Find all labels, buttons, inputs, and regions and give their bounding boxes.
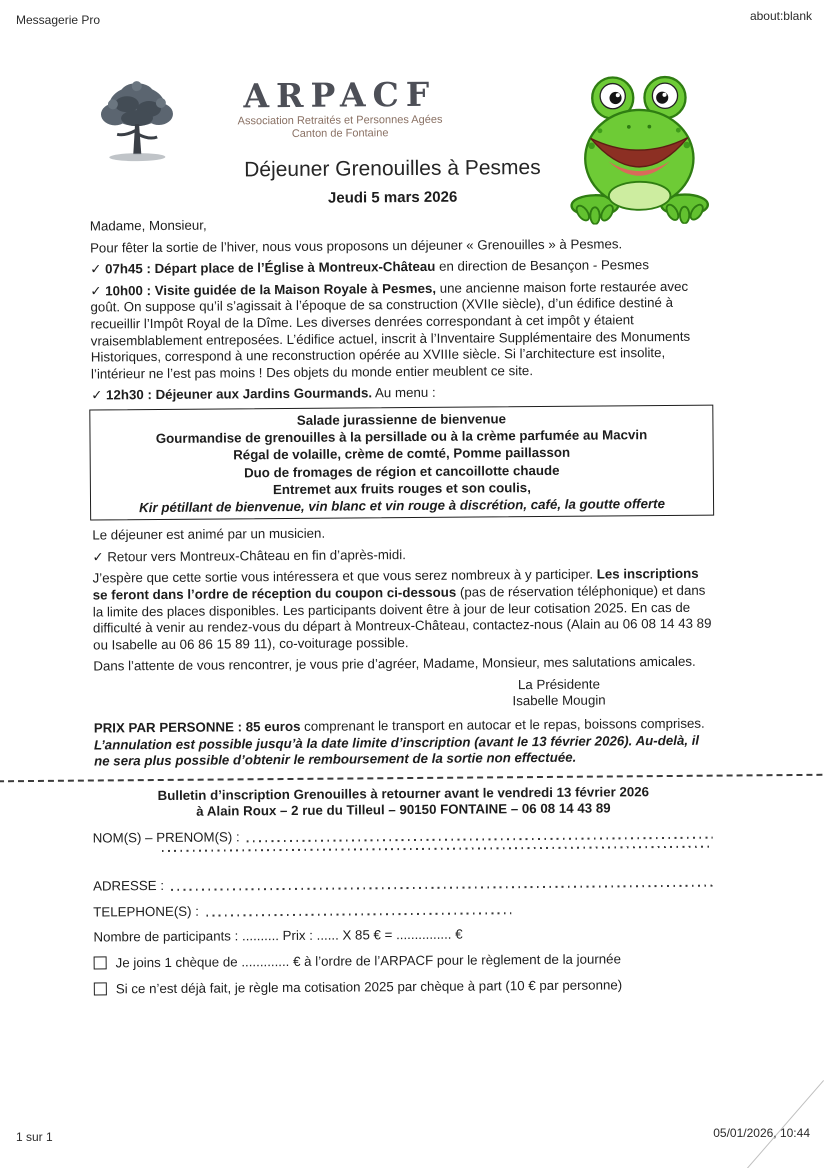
signature-name: Isabelle Mougin — [512, 692, 606, 709]
dejeuner-rest: Au menu : — [371, 385, 436, 401]
print-footer-page-number: 1 sur 1 — [16, 1130, 53, 1144]
schedule-item-retour: ✓ Retour vers Montreux-Château en fin d’après-midi. — [92, 546, 406, 565]
price-rest: comprenant le transport en autocar et le repas, boissons comprises. — [300, 715, 705, 734]
coupon-title: Bulletin d’inscription Grenouilles à retourner avant le vendredi 13 février 2026 — [157, 783, 650, 803]
signature-block — [461, 676, 656, 710]
print-header-url: about:blank — [749, 9, 812, 23]
dejeuner-bold: ✓ 12h30 : Déjeuner aux Jardins Gourmands. — [91, 385, 373, 403]
print-footer-timestamp: 05/01/2026, 10:44 — [713, 1126, 810, 1140]
cotisation-checkbox — [94, 982, 107, 995]
frog-illustration-icon — [569, 72, 710, 230]
scan-crease-artifact — [738, 1080, 824, 1168]
inscription-bold: Les inscriptions se feront dans l’ordre de réception du coupon ci-dessous — [92, 566, 699, 603]
org-block — [175, 75, 505, 142]
cotisation-option-row — [94, 974, 716, 998]
event-date: Jeudi 5 mars 2026 — [327, 188, 458, 207]
menu-box — [89, 405, 714, 521]
address-dotted-line — [171, 884, 713, 890]
org-name: ARPACF — [243, 74, 437, 116]
letter-body — [0, 209, 826, 771]
org-subtitle-line2: Canton de Fontaine — [291, 127, 389, 140]
cheque-checkbox — [94, 956, 107, 969]
org-subtitle-line1: Association Retraités et Personnes Agées — [237, 113, 443, 128]
participants-line: Nombre de participants : .......... Prix : ...... X 85 € = ............... € — [93, 926, 463, 945]
menu-line-2: Gourmandise de grenouilles à la persillade ou à la crème parfumée au Macvin — [155, 427, 648, 447]
menu-line-1: Salade jurassienne de bienvenue — [296, 411, 507, 428]
phone-dotted-line — [206, 912, 511, 916]
name-label: NOM(S) – PRENOM(S) : — [92, 829, 240, 846]
print-header-app-title: Messagerie Pro — [16, 13, 101, 27]
intro-paragraph: Pour fêter la sortie de l’hiver, nous vous proposons un déjeuner « Grenouilles » à Pesmes. — [89, 235, 623, 256]
musician-line: Le déjeuner est animé par un musicien. — [92, 525, 326, 543]
price-paragraph — [94, 716, 714, 771]
registration-coupon — [2, 782, 826, 998]
closing-paragraph: Dans l’attente de vous rencontrer, je vous prie d’agréer, Madame, Monsieur, mes salutations amicales. — [93, 654, 696, 674]
phone-field-row — [93, 897, 715, 921]
address-label: ADRESSE : — [92, 877, 165, 894]
cut-line — [0, 773, 826, 783]
depart-time-bold: ✓ 07h45 : Départ place de l’Église à Montreux-Château — [90, 259, 436, 277]
coupon-return-address: à Alain Roux – 2 rue du Tilleul – 90150 FONTAINE – 06 08 14 43 89 — [196, 800, 611, 819]
visite-rest: une ancienne maison forte restaurée avec goût. On suppose qu’il s’agissait à l’époque de sa construction (XVIIe siècle), d’un édifice destiné à recueillir l’Impôt Royal de la Dîme. Les diverses denrées correspondant à cet impôt y étaient vraisemblablement entreposées. L’édifice actuel, inscrit à l’Inventaire Supplémentaire des Monuments Historiques, correspond à une reconstruction opérée au XVIIIe siècle. Si l’architecture est insolite, l’intérieur ne l’est pas moins ! Des objets du monde entier meublent ce site. — [90, 278, 691, 382]
salutation: Madame, Monsieur, — [89, 217, 207, 234]
menu-drinks-line: Kir pétillant de bienvenue, vin blanc et vin rouge à discrétion, café, la goutte offerte — [139, 495, 666, 516]
letterhead — [0, 0, 824, 215]
inscription-paragraph — [93, 566, 714, 654]
cheque-option-label: Je joins 1 chèque de ............. € à l’ordre de l’ARPACF pour le règlement de la journée — [115, 951, 621, 971]
schedule-item-depart — [90, 257, 710, 278]
price-bold: PRIX PAR PERSONNE : 85 euros — [93, 718, 301, 736]
tree-logo-icon — [97, 78, 178, 170]
cotisation-option-label: Si ce n’est déjà fait, je règle ma cotisation 2025 par chèque à part (10 € par personne) — [115, 977, 623, 997]
inscription-a: J’espère que cette sortie vous intéressera et que vous serez nombreux à y participer. — [92, 566, 597, 586]
address-field-row — [93, 871, 715, 895]
menu-line-3: Régal de volaille, crème de comté, Pomme paillasson — [233, 445, 571, 463]
menu-line-4: Duo de fromages de région et cancoillotte chaude — [243, 462, 560, 480]
name-field-row — [93, 823, 715, 847]
visite-bold: ✓ 10h00 : Visite guidée de la Maison Royale à Pesmes, — [90, 280, 437, 299]
schedule-item-dejeuner — [91, 383, 711, 404]
document-title: Déjeuner Grenouilles à Pesmes — [244, 155, 541, 182]
schedule-item-visite — [90, 278, 711, 382]
inscription-c: (pas de réservation téléphonique) et dans la limite des places disponibles. Les participants doivent être à jour de leur cotisation 2025. En cas de difficulté à venir au rendez-vous du départ à Montreux-Château, contactez-nous (Alain au 06 08 14 43 89 ou Isabelle au 06 86 15 89 11), co-voiturage possible. — [92, 582, 712, 653]
signature-role: La Présidente — [517, 676, 601, 693]
name-dotted-line — [247, 836, 713, 842]
depart-rest: en direction de Besançon - Pesmes — [435, 257, 650, 275]
name-dotted-line-2 — [162, 845, 713, 851]
cheque-option-row — [94, 948, 716, 972]
menu-line-5: Entremet aux fruits rouges et son coulis, — [272, 479, 531, 497]
phone-label: TELEPHONE(S) : — [93, 903, 199, 920]
cancellation-notice: L’annulation est possible jusqu’à la date limite d’inscription (avant le 13 février 2026). Au-delà, il ne sera plus possible d’obtenir le remboursement de la sortie non effectuée. — [93, 732, 700, 769]
